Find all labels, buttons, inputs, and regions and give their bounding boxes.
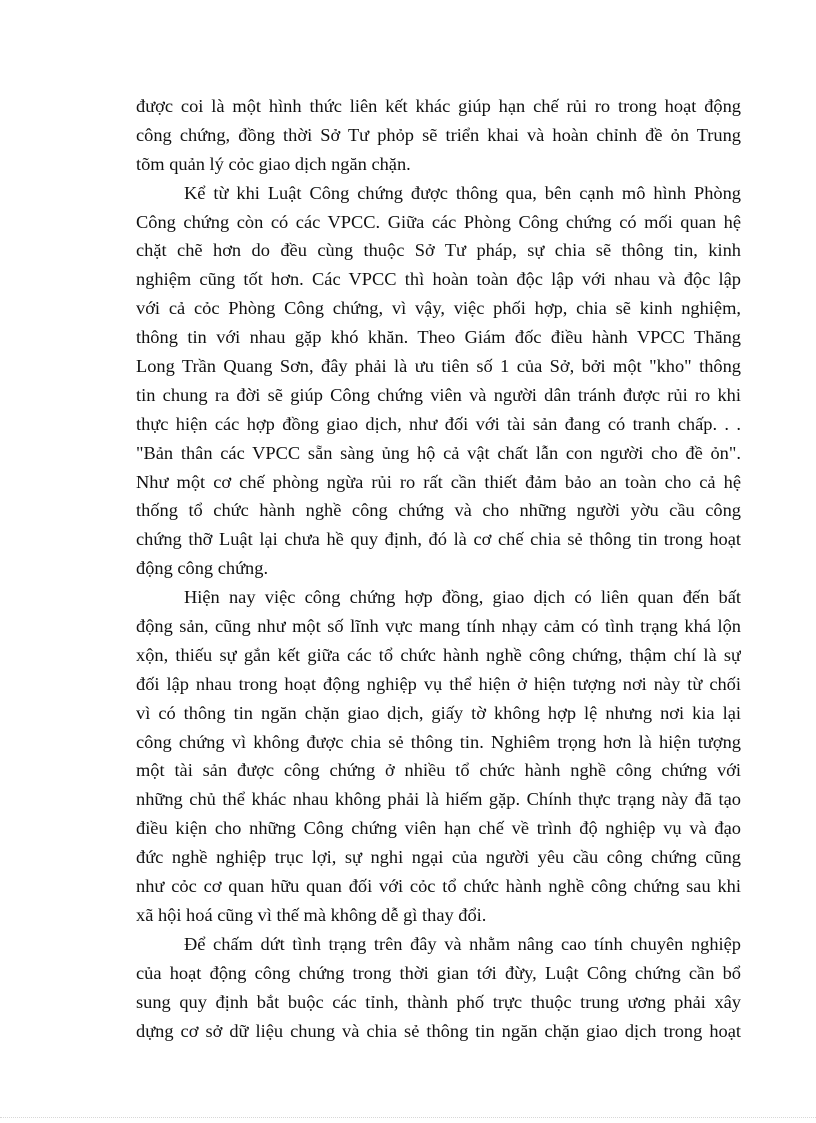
paragraph — [136, 583, 741, 930]
text-line: một tài sản được công chứng ở nhiều tổ chức hành nghề công chứng với — [136, 760, 741, 781]
text-line: những chủ thể khác nhau không phải là hiếm gặp. Chính thực trạng này đã tạo — [136, 789, 741, 810]
paragraph — [136, 179, 741, 583]
text-line: thống tổ chức hành nghề công chứng và cho những người yờu cầu công — [136, 500, 741, 521]
text-line: xộn, thiếu sự gắn kết giữa các tổ chức hành nghề công chứng, thậm chí là sự — [136, 644, 741, 665]
text-line: nghiệm cũng tốt hơn. Các VPCC thì hoàn toàn độc lập với nhau và độc lập — [136, 269, 741, 290]
text-line: công chứng, đồng thời Sở Tư phỏp sẽ triển khai và hoàn chỉnh đề ỏn Trung — [136, 124, 741, 145]
text-line: của hoạt động công chứng trong thời gian tới đừy, Luật Công chứng cần bổ — [136, 962, 741, 983]
text-line: với cả cỏc Phòng Công chứng, vì vậy, việc phối hợp, chia sẽ kinh nghiệm, — [136, 298, 741, 319]
text-line: Long Trần Quang Sơn, đây phải là ưu tiên số 1 của Sở, bởi một "kho" thông — [136, 356, 741, 377]
text-line: chặt chẽ hơn do đều cùng thuộc Sở Tư pháp, sự chia sẽ thông tin, kinh — [136, 240, 741, 261]
text-line: tõm quản lý cỏc giao dịch ngăn chặn. — [136, 153, 411, 174]
text-line: công chứng vì không được chia sẻ thông tin. Nghiêm trọng hơn là hiện tượng — [136, 731, 741, 752]
page-bottom-divider — [0, 1117, 816, 1118]
text-line: Để chấm dứt tình trạng trên đây và nhằm nâng cao tính chuyên nghiệp — [184, 933, 741, 954]
text-line: động công chứng. — [136, 558, 269, 579]
text-line: đức nghề nghiệp trục lợi, sự nghi ngại của người yêu cầu công chứng cũng — [136, 847, 741, 868]
text-line: sung quy định bắt buộc các tỉnh, thành phố trực thuộc trung ương phải xây — [136, 991, 741, 1012]
body-text — [136, 92, 741, 1045]
text-line: thực hiện các hợp đồng giao dịch, như đối với tài sản đang có tranh chấp. . . — [136, 413, 741, 434]
text-line: được coi là một hình thức liên kết khác giúp hạn chế rủi ro trong hoạt động — [136, 96, 741, 116]
text-line: Như một cơ chế phòng ngừa rủi ro rất cần thiết đảm bảo an toàn cho cả hệ — [136, 471, 741, 492]
text-line: tin chung ra đời sẽ giúp Công chứng viên và người dân tránh được rủi ro khi — [136, 384, 741, 405]
text-line: Hiện nay việc công chứng hợp đồng, giao dịch có liên quan đến bất — [184, 587, 741, 608]
text-line: điều kiện cho những Công chứng viên hạn chế về trình độ nghiệp vụ và đạo — [136, 818, 741, 839]
paragraph — [136, 930, 741, 1046]
text-line: Kể từ khi Luật Công chứng được thông qua, bên cạnh mô hình Phòng — [184, 182, 741, 203]
text-line: như cỏc cơ quan hữu quan đối với cỏc tổ chức hành nghề công chứng sau khi — [136, 876, 741, 897]
text-line: động sản, cũng như một số lĩnh vực mang tính nhạy cảm có tình trạng khá lộn — [136, 616, 741, 637]
paragraph — [136, 92, 741, 179]
text-line: dựng cơ sở dữ liệu chung và chia sẻ thông tin ngăn chặn giao dịch trong hoạt — [136, 1020, 741, 1041]
text-line: thông tin với nhau gặp khó khăn. Theo Giám đốc điều hành VPCC Thăng — [136, 327, 741, 348]
text-line: "Bản thân các VPCC sẵn sàng ủng hộ cả vật chất lẫn con người cho đề ỏn". — [136, 442, 741, 463]
text-line: chứng thỡ Luật lại chưa hề quy định, đó là cơ chế chia sẻ thông tin trong hoạt — [136, 529, 741, 550]
text-line: xã hội hoá cũng vì thế mà không dễ gì thay đổi. — [136, 904, 487, 925]
text-line: Công chứng còn có các VPCC. Giữa các Phòng Công chứng có mối quan hệ — [136, 211, 741, 232]
text-line: đối lập nhau trong hoạt động nghiệp vụ thể hiện ở hiện tượng nơi này từ chối — [136, 673, 741, 694]
text-line: vì có thông tin ngăn chặn giao dịch, giấy tờ không hợp lệ nhưng nơi kia lại — [136, 702, 741, 723]
